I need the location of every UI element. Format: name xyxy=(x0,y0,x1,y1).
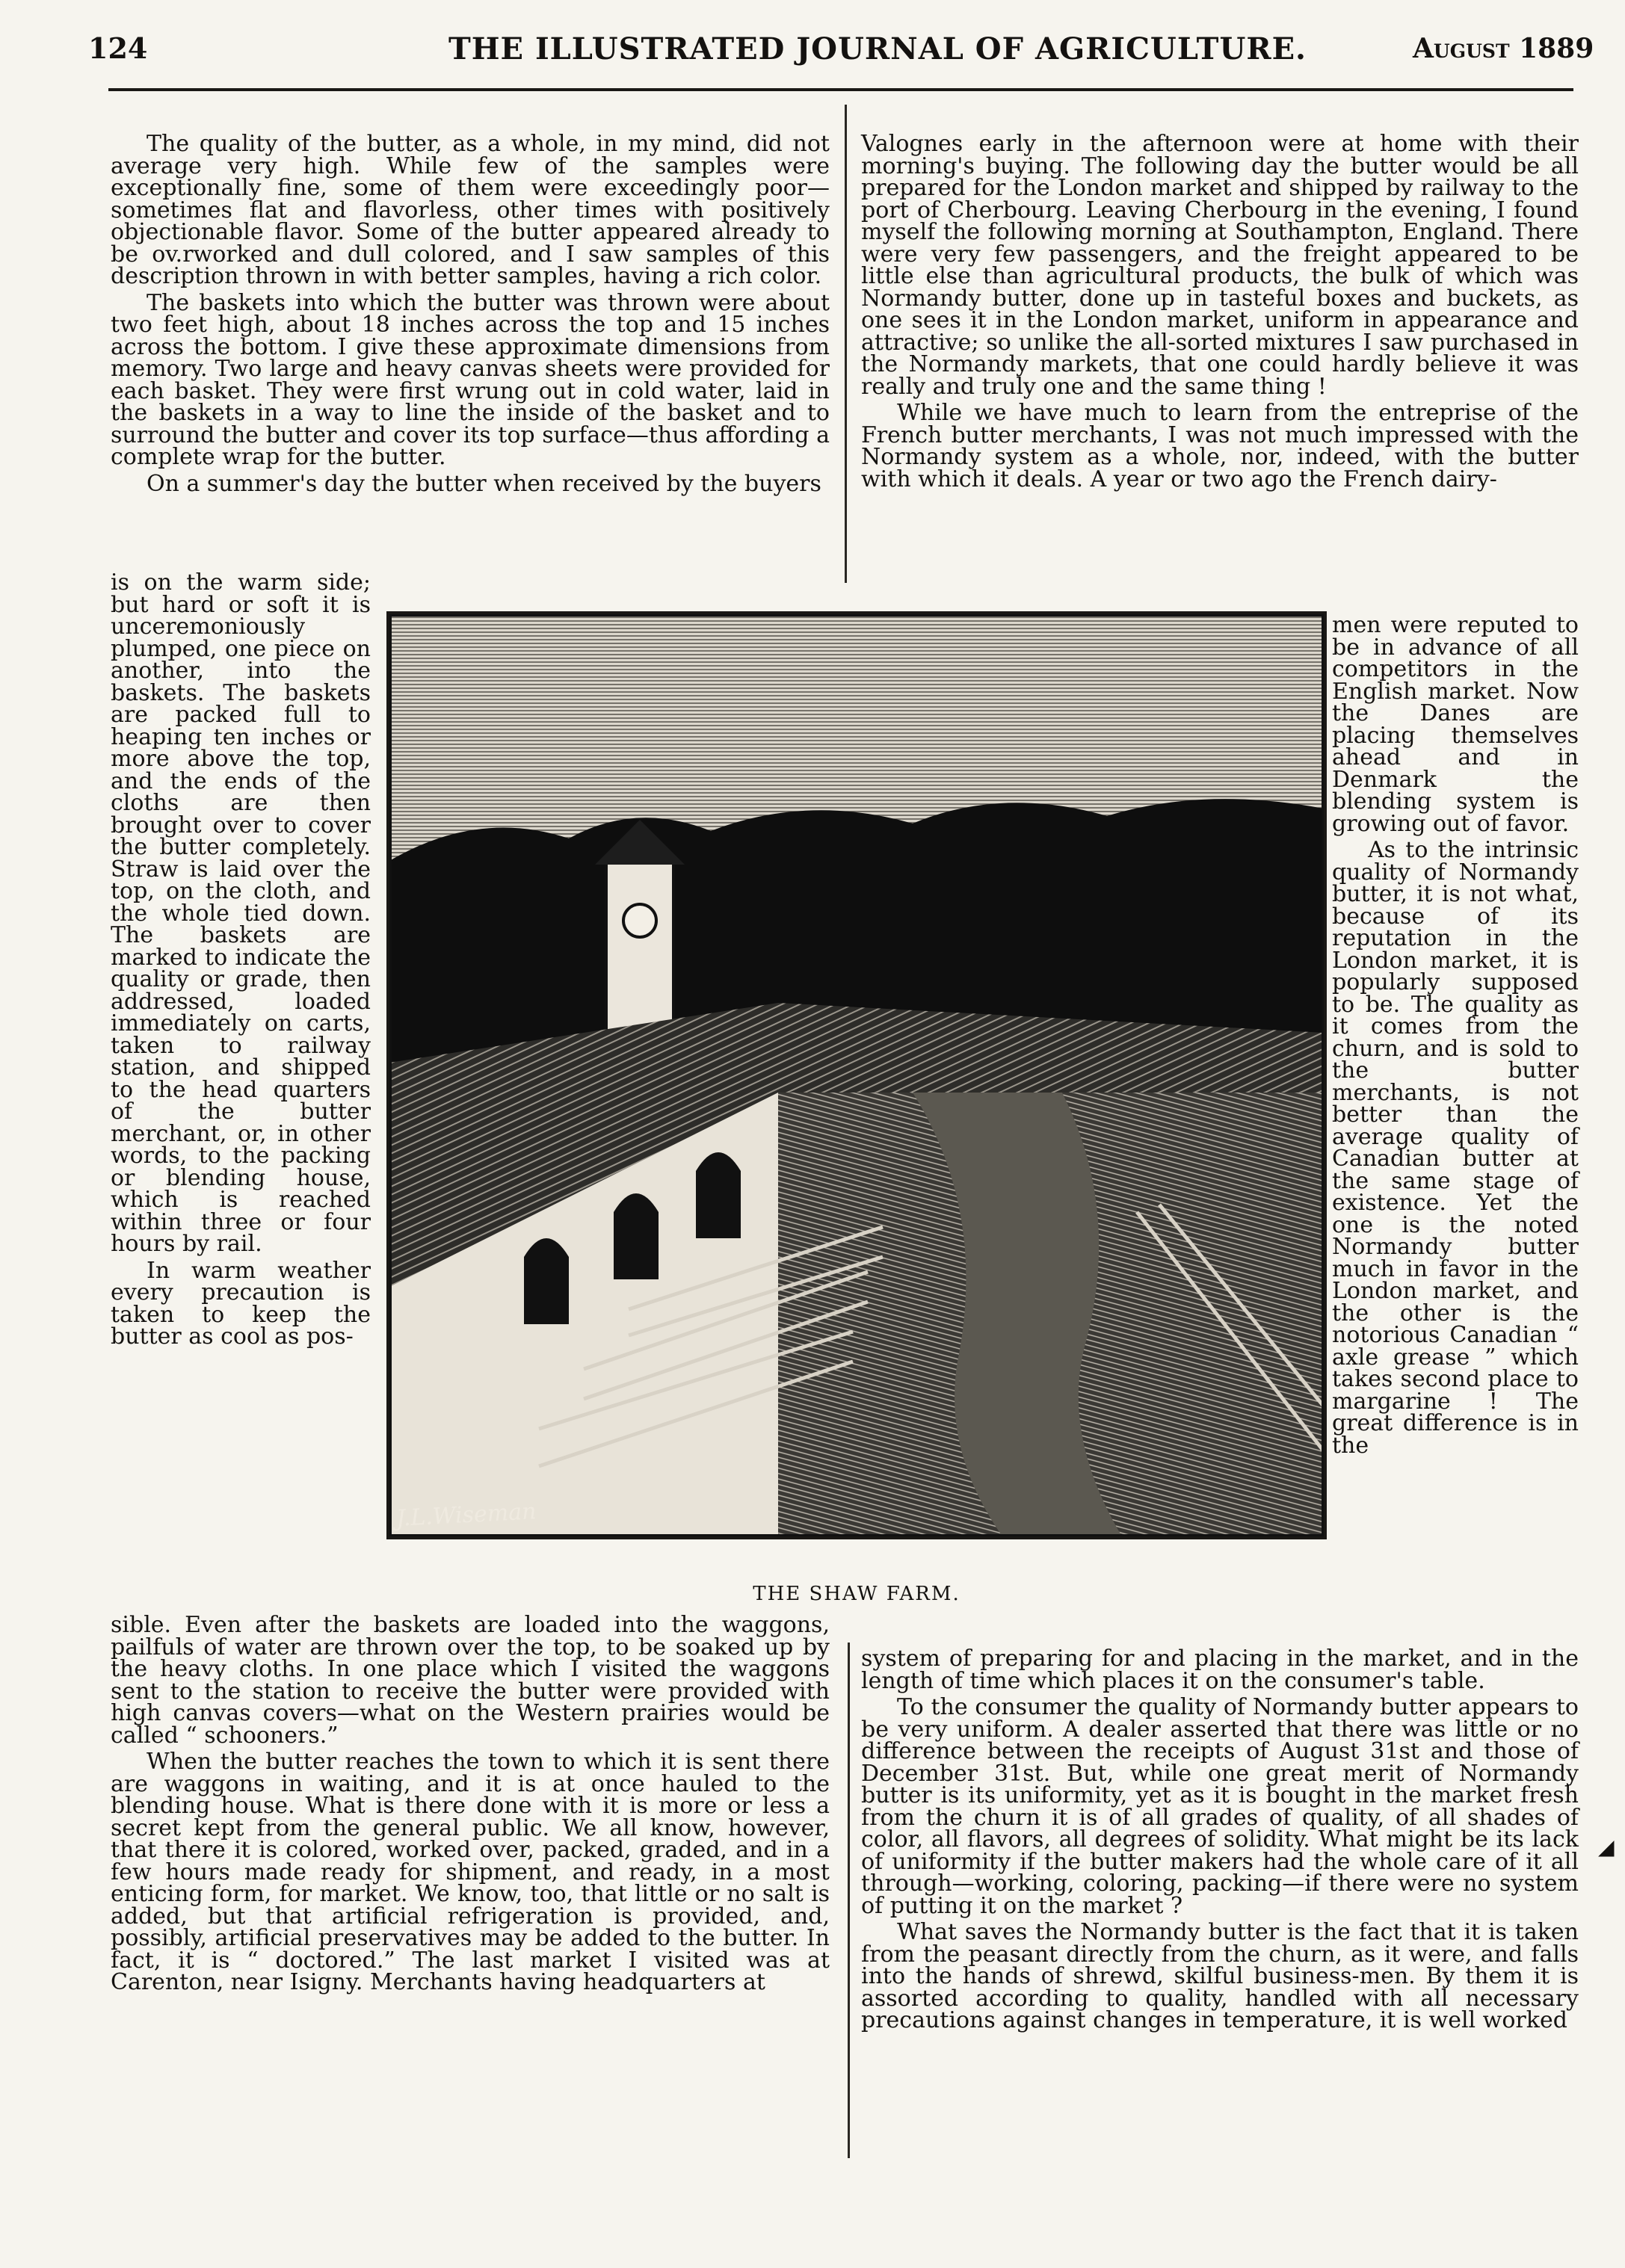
paragraph-what-saves: What saves the Normandy butter is the fact that it is taken from the peasant directly from the churn, as it were, and falls into the hands of shrewd, skilful business-men. By them it is assorted according to quality, handled with all necessary precautions against changes in temperature, it is well worked xyxy=(861,1919,1579,2033)
right-column-bottom xyxy=(861,1648,1579,2036)
engraving-image xyxy=(389,614,1324,1536)
left-column-wrap xyxy=(111,569,371,1353)
paragraph-waggons: sible. Even after the baskets are loaded into the waggons, pailfuls of water are thrown over the top, to be soaked up by the heavy cloths. In one place which I visited the waggons sent to the station to receive the butter were provided with high canvas covers—what on the Western prairies would be called “ schooners.” xyxy=(111,1612,830,1749)
column-divider-bottom xyxy=(848,1643,850,2158)
paragraph-intrinsic-quality: As to the intrinsic quality of Normandy butter, it is not what, because of its reputation in the London market, it is popularly supposed to be. The quality as it comes from the churn, and is sold to the butter merchants, is not better than the average quality of Canadian butter at the same stage of existence. Yet the one is the noted Normandy butter much in favor in the London market, and the other is the notorious Canadian “ axle grease ” which takes second place to margarine ! The great difference is in the xyxy=(1332,837,1579,1459)
paragraph-system: system of preparing for and placing in the market, and in the length of time which places it on the consumer's table. xyxy=(861,1646,1579,1694)
right-column-top xyxy=(861,133,1579,495)
journal-title: THE ILLUSTRATED JOURNAL OF AGRICULTURE. xyxy=(448,31,1307,67)
margin-pointer-icon: ◢ xyxy=(1598,1835,1615,1859)
paragraph-uniformity: To the consumer the quality of Normandy butter appears to be very uniform. A dealer asserted that there was little or no difference between the receipts of August 31st and those of December 31st. But, while one great merit of Normandy butter is its uniformity, yet as it is bought in the market fresh from the churn it is of all grades of quality, of all shades of color, all flavors, all degrees of solidity. What might be its lack of uniformity if the butter makers had the whole care of it all through—working, coloring, packing—if there were no system of putting it on the market ? xyxy=(861,1694,1579,1919)
right-column-wrap xyxy=(1332,614,1579,1461)
paragraph-baskets: The baskets into which the butter was thrown were about two feet high, about 18 inches across the top and 15 inches across the bottom. I give these approximate dimensions from memory. Two large and heavy canvas sheets were provided for each basket. They were first wrung out in cold water, laid in the baskets in a way to line the inside of the basket and to surround the butter and cover its top surface—thus affording a complete wrap for the butter. xyxy=(111,289,830,470)
paragraph-butter-quality: The quality of the butter, as a whole, in my mind, did not average very high. While few of the samples were exceptionally fine, some of them were exceedingly poor—sometimes flat and flavorless, other times with positively objectionable flavor. Some of the butter appeared already to be ov.rworked and dull colored, and I saw samples of this description thrown in with better samples, having a rich color. xyxy=(111,131,830,289)
header-rule xyxy=(108,88,1573,91)
illustration-caption: THE SHAW FARM. xyxy=(753,1583,960,1605)
paragraph-blending-house: When the butter reaches the town to which it is sent there are waggons in waiting, and it is at once hauled to the blending house. What is there done with it is more or less a secret kept from the general public. We all know, however, that there it is colored, worked over, packed, graded, and in a few hours made ready for shipment, and ready, in a most enticing form, for market. We know, too, that little or no salt is added, but that artificial refrigeration is provided, and, possibly, artificial preservatives may be added to the butter. In fact, it is “ doctored.” The last market I visited was at Carenton, near Isigny. Merchants having headquarters at xyxy=(111,1749,830,1995)
column-divider-top xyxy=(845,105,847,583)
paragraph-french-merchants: While we have much to learn from the entreprise of the French butter merchants, I was not much impressed with the Normandy system as a whole, nor, indeed, with the butter with which it deals. A year or two ago the French dairy- xyxy=(861,400,1579,492)
paragraph-valognes: Valognes early in the afternoon were at home with their morning's buying. The following day the butter would be all prepared for the London market and shipped by railway to the port of Cherbourg. Leaving Cherbourg in the evening, I found myself the following morning at Southampton, England. There were very few passengers, and the freight appeared to be little else than agricultural products, the bulk of which was Normandy butter, done up in tasteful boxes and buckets, as one sees it in the London market, uniform in appearance and attractive; so unlike the all-sorted mixtures I saw purchased in the Normandy markets, that one could hardly believe it was really and truly one and the same thing ! xyxy=(861,131,1579,400)
clock-face xyxy=(623,904,656,937)
paragraph-packing: is on the warm side; but hard or soft it is unceremoniously plumped, one piece on another, into the baskets. The baskets are packed full to heaping ten inches or more above the top, and the ends of the cloths are then brought over to cover the butter completely. Straw is laid over the top, on the cloth, and the whole tied down. The baskets are marked to indicate the quality or grade, then addressed, loaded immediately on carts, taken to railway station, and shipped to the head quarters of the butter merchant, or, in other words, to the packing or blending house, which is reached within three or four hours by rail. xyxy=(111,569,371,1257)
paragraph-danes: men were reputed to be in advance of all competitors in the English market. Now the Danes are placing themselves ahead and in Denmark the blending system is growing out of favor. xyxy=(1332,612,1579,837)
engraver-signature: J.L.Wiseman xyxy=(395,1498,537,1532)
left-column-top xyxy=(111,133,830,499)
paragraph-summer-day: On a summer's day the butter when received by the buyers xyxy=(147,470,821,497)
page-header xyxy=(0,0,1625,93)
issue-date: August 1889 xyxy=(1413,33,1594,64)
left-column-bottom xyxy=(111,1614,830,1998)
paragraph-warm-weather: In warm weather every precaution is taken to keep the butter as cool as pos- xyxy=(111,1257,371,1350)
page-number: 124 xyxy=(88,31,148,65)
farm-illustration xyxy=(386,611,1327,1539)
